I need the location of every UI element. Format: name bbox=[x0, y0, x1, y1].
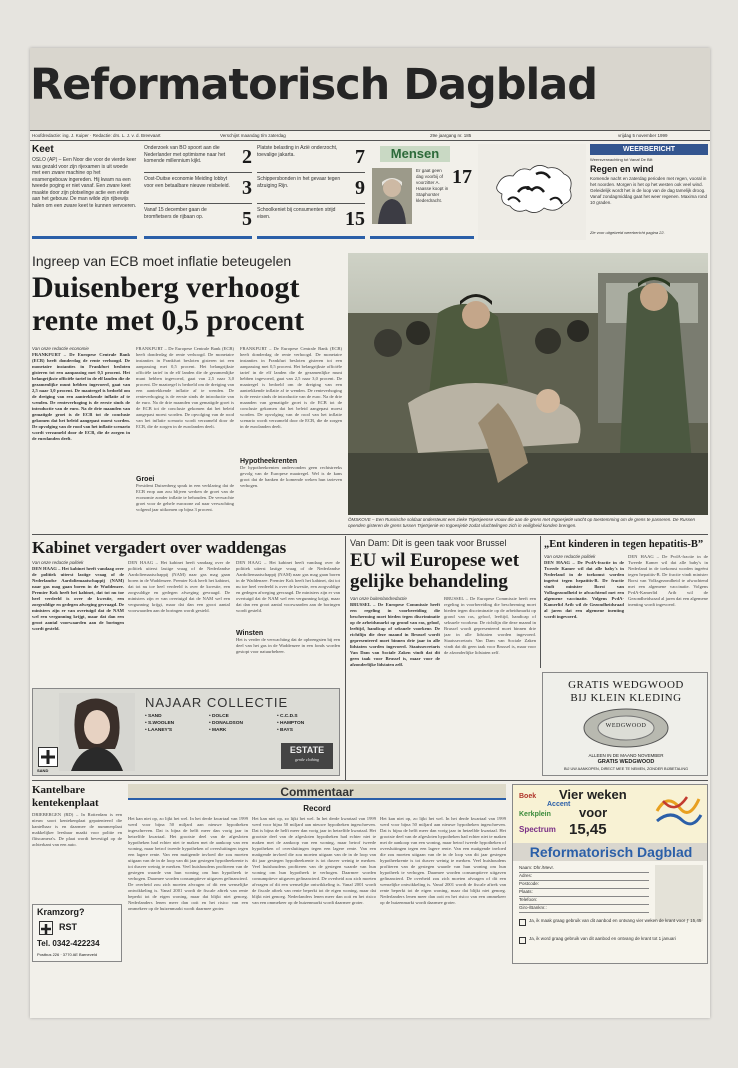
commentaar-label: Commentaar bbox=[280, 785, 354, 799]
wedgwood-line1: GRATIS WEDGWOOD bbox=[568, 679, 684, 691]
person-portrait-icon bbox=[372, 168, 412, 224]
colorful-swirl-icon bbox=[653, 791, 703, 831]
ad-brand-item: • DOLCE bbox=[209, 714, 229, 719]
form-field[interactable]: Giro-/Banknr.: bbox=[519, 905, 649, 913]
subscription-form bbox=[519, 865, 649, 913]
divider bbox=[144, 172, 252, 173]
lead-intro: FRANKFURT – De Europese Centrale Bank (ECB) heeft donderdag de rente verhoogd. De monetaire instanties in Frankfurt besloten gisteren tot een aanpassing met 0,5 procent. Het belangrijkste officiële tarief in de elf landen die de gezamenlijke munt hebben ingevoerd, gaat van 2,5 naar 3,0 procent. De maatregel is bedoeld om de dreiging van een aantrekkende inflatie af te wenden. De renteverhoging is de eerste sinds de introductie van de euro. Na de drie maanden van gematigde groei is de ECB tot de conclusie gekomen dat het beleid aangepast moest worden. De opvolging van de rood van het inflatie scenario wordt verzameld door de ECB, die de zorgen in de eurolanden deelt. bbox=[32, 352, 130, 441]
weather-foot: Zie voor uitgebreid weerbericht pagina 22. bbox=[590, 230, 665, 235]
slogan-word: Vier weken bbox=[559, 787, 627, 802]
confetti-graphic bbox=[653, 791, 703, 831]
divider bbox=[32, 534, 708, 535]
ad-brand-item: • HAMPTON bbox=[277, 721, 305, 726]
hepatitis-headline[interactable]: „Ent kinderen in tegen hepatitis-B” bbox=[544, 539, 704, 550]
kabinet-headline[interactable]: Kabinet vergadert over waddengas bbox=[32, 538, 287, 557]
eu-intro: BRUSSEL – De Europese Commissie heeft een regeling in voorbereiding die bescherming moet bieden tegen discriminatie op de arbeidsmarkt op grond van ras, geloof, leeftijd, handicap of seksuele voorkeur. De richtlijn die deze maand in Brussel wordt gepresenteerd moet binnen drie jaar in alle lidstaten worden ingevoerd. Staatssecretaris Van Dam van Sociale Zaken vindt dat dit geen taak voor Brussel is, maar voor de afzonderlijke lidstaten zelf. bbox=[350, 602, 440, 667]
ad-brand-item: • LAANEY'S bbox=[145, 728, 173, 733]
hepatitis-column-1 bbox=[544, 554, 624, 664]
estate-label: ESTATE bbox=[289, 745, 325, 755]
slogan-word: Boek bbox=[519, 793, 537, 800]
lead-column-3 bbox=[240, 346, 342, 532]
estate-logo bbox=[281, 743, 333, 769]
lead-subhead-groei: Groei bbox=[136, 476, 155, 483]
slogan-word: Spectrum bbox=[519, 825, 556, 834]
kramzorg-phone: Tel. 0342-422234 bbox=[37, 939, 100, 948]
teaser-keet-head: Keet bbox=[32, 144, 54, 155]
kramzorg-ad[interactable] bbox=[32, 904, 122, 962]
divider bbox=[257, 203, 365, 204]
newspaper-title: Reformatorisch Dagblad bbox=[30, 60, 598, 110]
teaser-column-2-rule bbox=[257, 236, 365, 239]
teaser-mensen[interactable] bbox=[370, 144, 474, 234]
column-divider bbox=[540, 536, 541, 668]
najaar-collectie-ad[interactable] bbox=[32, 688, 340, 776]
kabinet-body-cont: DEN HAAG – Het kabinet heeft vandaag over de politiek uiterst lastige vraag of de Nederlandse Aardoliemaatschappij (NAM) naar gas mag gaan boren in de Waddenzee. Premier Kok heeft het kabinet, dat tot nu toe heel verdeeld is over de kwestie, een zorgvuldige en gedegen afweging gevraagd. De ministers zijn er van overtuigd dat de NAM wel een vergunning krijgt, maar dat dan een groot aantal voorwaarden aan de boringen wordt gesteld. bbox=[236, 560, 340, 613]
photo-caption: ÖMSKOVE – Een Russische soldaat ondersteunt een zieke Tsjetsjeense vrouw die aan de grens met Ingoesjetië wacht op toestemming om de grens te passeren. De Russen openden gisteren de grens tussen Tsjetsjenië en Ingoesjetië zodat vluchtelingen zich in veiligheid konden brengen. bbox=[348, 517, 696, 528]
ad-brand-item: • SAND bbox=[145, 714, 162, 719]
teaser-page-number: 15 bbox=[345, 208, 365, 230]
lead-body-groei: President Duisenberg sprak in een verklaring dat de ECB erop aan zou blijven werken de groei van de economie zonder inflatie te behouden. De verwachte groei voor de gehele eurozone zal naar verwachting volgend jaar uitkomen op bijna 3 procent. bbox=[136, 483, 234, 512]
model-portrait-icon bbox=[59, 693, 135, 771]
mensen-page-number: 17 bbox=[452, 166, 472, 188]
kabinet-column-1 bbox=[32, 560, 124, 684]
newspaper-page bbox=[30, 48, 710, 1018]
wedgwood-foot2: GRATIS WEDGWOOD bbox=[597, 759, 655, 765]
eu-byline: Van onze buitenlandredactie bbox=[350, 596, 407, 601]
commentaar-column-1: Het kan niet op, zo lijkt het wel. In het derde kwartaal van 1999 werd voor bijna 50 miljard aan nieuwe hypotheken ingeschreven. Dat is bijna de helft meer dan vorig jaar in hetzelfde kwartaal. Het grootste deel van de afgesloten hypotheken had echter niet te maken met de aankoop van een woning, maar betrof tweede hypotheken of oversluitingen tegen een lagere rente. Van een matigende invloed die zou moeten uitgaan van de in de loop van dit jaar gestegen hypotheekrente is tot dusver weinig te merken. Veel huishoudens profiteren van de gestegen waarde van hun woning om hun hypotheek te verhogen. Daarmee worden consumptieve uitgaven gefinancierd. De overheid zou zich moeten afvragen of dit een wenselijke ontwikkeling is. Vanaf 2001 wordt de fiscale aftrek van rente beperkt tot de eigen woning, maar dat blijkt niet genoeg. Nederlanders lenen meer dan ooit en het risico van een ommekeer op de huizenmarkt wordt daarmee groter. bbox=[128, 816, 248, 911]
masthead-appearance: Verschijnt maandag t/m zaterdag bbox=[220, 133, 286, 138]
kantelbare-headline[interactable]: Kantelbare kentekenplaat bbox=[32, 784, 99, 809]
ad-sidebar-text bbox=[655, 865, 703, 921]
kabinet-body-2: Het is verder de verwachting dat de opbrengsten bij een deel van het gas in de Waddenzee in een fonds worden gestopt voor natuurbeheer. bbox=[236, 637, 340, 654]
teaser-item[interactable] bbox=[144, 144, 252, 172]
teaser-item-text: Schippersbonden in het gevaar tegen afzuiging Rijn. bbox=[257, 176, 341, 189]
kramzorg-brand: RST bbox=[59, 922, 77, 932]
ad-brand-item: • BAYS bbox=[277, 728, 293, 733]
subscription-ad[interactable] bbox=[512, 784, 708, 964]
kabinet-column-3 bbox=[236, 560, 340, 684]
lead-kicker: Ingreep van ECB moet inflatie beteugelen bbox=[32, 253, 292, 269]
weather-map bbox=[478, 144, 586, 240]
mensen-label: Mensen bbox=[380, 146, 450, 162]
checkbox[interactable] bbox=[519, 919, 526, 926]
kabinet-body: DEN HAAG – Het kabinet heeft vandaag over de politiek uiterst lastige vraag of de Nederlandse Aardoliemaatschappij (NAM) naar gas mag gaan boren in de Waddenzee. Premier Kok heeft het kabinet, dat tot nu toe heel verdeeld is over de kwestie, een zorgvuldige en gedegen afweging gevraagd. De ministers zijn er van overtuigd dat de NAM wel een vergunning krijgt, maar dat dan een groot aantal voorwaarden aan de boringen wordt gesteld. bbox=[128, 560, 230, 613]
ad-brand-item: • S.WOOLEN bbox=[145, 721, 175, 726]
kramzorg-name: Kramzorg? bbox=[37, 907, 85, 917]
masthead-editors: Hoofdredactie: ing. J. Kuiper · Redactie: drs. L. J. v. d. Breevaart bbox=[32, 133, 161, 138]
teaser-page-number: 7 bbox=[355, 146, 365, 168]
weather-sub: Weersverwachting tot Vanaf De Bilt bbox=[590, 157, 653, 162]
wedgwood-foot1: ALLEEN IN DE MAAND NOVEMBER bbox=[588, 753, 664, 758]
column-divider bbox=[345, 536, 346, 780]
lead-body-hypo: De hypotheekrenten ondervonden geen rechtstreeks gevolg van de Europese maatregel. Wel is de kans groot dat de banken de komende weken hun tarieven verhogen. bbox=[240, 465, 342, 488]
teaser-keet-rule bbox=[32, 236, 137, 239]
eu-column-2 bbox=[444, 596, 536, 778]
hepatitis-intro: DEN HAAG – De PvdA-fractie in de Tweede Kamer wil dat alle baby's in Nederland in de toekomst worden ingeënt tegen hepatitis-B. De fractie vindt minister Borst van Volksgezondheid te afwachtend met een algemene vaccinatie. Volgens PvdA-Kamerlid Arib wil de Gezondheidsraad al jaren dat een algemene inenting wordt ingevoerd. bbox=[544, 560, 624, 619]
commentaar-column-3: Het kan niet op, zo lijkt het wel. In het derde kwartaal van 1999 werd voor bijna 50 miljard aan nieuwe hypotheken ingeschreven. Dat is bijna de helft meer dan vorig jaar in hetzelfde kwartaal. Het grootste deel van de afgesloten hypotheken had echter niet te maken met de aankoop van een woning, maar betrof tweede hypotheken of oversluitingen tegen een lagere rente. Van een matigende invloed die zou moeten uitgaan van de in de loop van dit jaar gestegen hypotheekrente is tot dusver weinig te merken. Veel huishoudens profiteren van de gestegen waarde van hun woning om hun hypotheek te verhogen. Daarmee worden consumptieve uitgaven gefinancierd. De overheid zou zich moeten afvragen of dit een wenselijke ontwikkeling is. Vanaf 2001 wordt de fiscale aftrek van rente beperkt tot de eigen woning, maar dat blijkt niet genoeg. Nederlanders lenen meer dan ooit en het risico van een ommekeer op de huizenmarkt wordt daarmee groter. bbox=[380, 816, 506, 905]
teaser-item-text: Onderzoek van BO spoort aan die Nederlander met optimisme naar het komende millennium kijkt. bbox=[144, 145, 226, 164]
sand-logo-icon bbox=[38, 747, 58, 767]
lead-headline[interactable] bbox=[32, 271, 346, 337]
teaser-keet-text: OSLO (AP) – Een Noor die voor de vierde keer was gezakt voor zijn rijexamen is uit woede met een zware machine op het examengebouw ingereden. Hij kwam na een tweede poging er niet vanaf. Een zware keet maakte door zijn plotselinge actie een einde aan het gebouw. De man wilde zijn rijbewijs halen om een zware keet te kunnen vervoeren. bbox=[32, 157, 137, 209]
wedgwood-logo: WEDGWOOD bbox=[605, 723, 647, 729]
eu-headline-line: EU wil Europese wet bbox=[350, 550, 520, 571]
teaser-item[interactable] bbox=[257, 175, 365, 203]
teaser-item[interactable] bbox=[144, 206, 252, 234]
teaser-item[interactable] bbox=[144, 175, 252, 203]
lead-headline-line: rente met 0,5 procent bbox=[32, 304, 305, 337]
teaser-page-number: 2 bbox=[242, 146, 252, 168]
ad-model-photo bbox=[59, 693, 135, 771]
lead-subhead-hypo: Hypotheekrenten bbox=[240, 458, 298, 465]
teaser-item[interactable] bbox=[257, 144, 365, 172]
teaser-item-text: Oost-Duitse economie Meiding lobbyt voor een betaalbare nieuwe reisbeleid. bbox=[144, 176, 230, 189]
masthead-info-line bbox=[30, 130, 710, 141]
divider bbox=[257, 172, 365, 173]
ad-brand-list-2 bbox=[209, 713, 269, 734]
lead-headline-line: Duisenberg verhoogt bbox=[32, 271, 300, 304]
lead-column-1 bbox=[32, 346, 130, 532]
kabinet-byline: Van onze redactie politiek bbox=[32, 560, 84, 565]
eu-headline[interactable] bbox=[350, 550, 540, 592]
form-field[interactable]: Adres: bbox=[519, 873, 649, 881]
lead-body: FRANKFURT – De Europese Centrale Bank (ECB) heeft donderdag de rente verhoogd. De monetaire instanties in Frankfurt besloten gisteren tot een aanpassing met 0,5 procent. Het belangrijkste officiële tarief in de elf landen die de gezamenlijke munt hebben ingevoerd, gaat van 2,5 naar 3,0 procent. De maatregel is bedoeld om de dreiging van een aantrekkende inflatie af te wenden. De renteverhoging is de eerste sinds de introductie van de euro. Na de drie maanden van gematigde groei is de ECB tot de conclusie gekomen dat het beleid aangepast moest worden. De opvolging van de rood van het inflatie scenario wordt verzameld door de ECB, die de zorgen in de eurolanden deelt. bbox=[136, 346, 234, 429]
kantelbare-body: DRIEBERGEN (RD) – In Rotterdam is een nieuw soort kentekenplaat gepatenteerd die kantelbaar is en daarmee de nummerplaat makkelijker leesbaar maakt voor politie en flitscamera's. De plaat wordt bevestigd op de achterkant van een auto. bbox=[32, 812, 122, 847]
estate-sub: gentle clothing bbox=[295, 757, 319, 762]
eu-column-1 bbox=[350, 596, 440, 778]
ad-brand-list-3 bbox=[277, 713, 337, 734]
teaser-column-2 bbox=[257, 144, 365, 234]
cross-logo-icon bbox=[39, 921, 53, 935]
teaser-keet[interactable] bbox=[32, 144, 137, 234]
masthead-volume: 29e jaargang nr. 185 bbox=[430, 133, 472, 138]
mensen-text: Er gaat geen dag voorbij of voorzitter A. Haasse koopt in Staphorster klederdracht. bbox=[416, 168, 449, 203]
ad-headline: NAJAAR COLLECTIE bbox=[145, 695, 289, 710]
teaser-item[interactable] bbox=[257, 206, 365, 234]
teaser-item-text: Vanaf 15 december gaan de bromfietsers de rijbaan op. bbox=[144, 207, 207, 220]
teaser-page-number: 3 bbox=[242, 177, 252, 199]
ad-brand-list-1 bbox=[145, 713, 205, 734]
hepatitis-body: DEN HAAG – De PvdA-fractie in de Tweede Kamer wil dat alle baby's in Nederland in de toekomst worden ingeënt tegen hepatitis-B. De fractie vindt minister Borst van Volksgezondheid te afwachtend met een algemene vaccinatie. Volgens PvdA-Kamerlid Arib wil de Gezondheidsraad al jaren dat een algemene inenting wordt ingevoerd. bbox=[628, 554, 708, 607]
wedgwood-line2: BIJ KLEIN KLEDING bbox=[570, 692, 682, 704]
kabinet-intro: DEN HAAG – Het kabinet heeft vandaag over de politiek uiterst lastige vraag of de Nederlandse Aardoliemaatschappij (NAM) naar gas mag gaan boren in de Waddenzee. Premier Kok heeft het kabinet, dat tot nu toe heel verdeeld is over de kwestie, een zorgvuldige en gedegen afweging gevraagd. De ministers zijn er van overtuigd dat de NAM wel een vergunning krijgt, maar dat dan een groot aantal voorwaarden aan de boringen wordt gesteld. bbox=[32, 566, 124, 631]
lead-body-cont: FRANKFURT – De Europese Centrale Bank (ECB) heeft donderdag de rente verhoogd. De monetaire instanties in Frankfurt besloten gisteren tot een aanpassing met 0,5 procent. Het belangrijkste officiële tarief in de elf landen die de gezamenlijke munt hebben ingevoerd, gaat van 2,5 naar 3,0 procent. De maatregel is bedoeld om de dreiging van een aantrekkende inflatie af te wenden. De renteverhoging is de eerste sinds de introductie van de euro. Na de drie maanden van gematigde groei is de ECB tot de conclusie gekomen dat het beleid aangepast moest worden. De opvolging van de rood van het inflatie scenario wordt verzameld door de ECB, die de zorgen in de eurolanden deelt. bbox=[240, 346, 342, 429]
ad-title: Reformatorisch Dagblad bbox=[529, 844, 693, 860]
wedgwood-foot3: BIJ UW AANKOPEN, DIRECT MEE TE NEMEN, ZONDER BIJBETALING bbox=[563, 767, 689, 771]
form-field[interactable]: Naam: Dhr./Mevr. bbox=[519, 865, 649, 873]
commentaar-banner bbox=[128, 784, 506, 800]
divider bbox=[144, 203, 252, 204]
teaser-item-text: Schoolkeniet bij consumenten strijd eisen. bbox=[257, 207, 336, 220]
option-label: Ja, ik word graag gebruik van dit aanbod en ontvang de krant tot 1 januari bbox=[529, 936, 676, 941]
weather-bar: WEERBERICHT bbox=[590, 144, 708, 155]
lead-column-2 bbox=[136, 346, 234, 532]
main-photo[interactable] bbox=[348, 253, 708, 515]
teaser-column-1 bbox=[144, 144, 252, 234]
teaser-page-number: 5 bbox=[242, 208, 252, 230]
wedgwood-ad[interactable] bbox=[542, 672, 708, 776]
weather-text: Komende nacht en zaterdag perioden met regen, vooral in het noorden. Morgen is het op het westen ook veel wind. Geleidelijk wordt het in de loop van de dag tamelijk droog. Vanaf zondagmiddag gaat het weer regenen. Maxima rond 10 graden. bbox=[590, 176, 707, 205]
teaser-item-text: Platste belasting in Azië onderzocht, toevalige jakarta. bbox=[257, 145, 338, 158]
mensen-photo bbox=[372, 168, 412, 224]
kabinet-column-2 bbox=[128, 560, 230, 684]
commentaar-title[interactable]: Record bbox=[303, 804, 331, 813]
weather-head: Regen en wind bbox=[590, 164, 654, 174]
slogan-word: voor bbox=[579, 805, 608, 820]
lead-byline: Van onze redactie economie bbox=[32, 346, 89, 351]
kabinet-subhead: Winsten bbox=[236, 630, 264, 637]
price: 15,45 bbox=[569, 821, 607, 838]
divider bbox=[32, 780, 708, 781]
ad-brand-item: • C.C.D.S bbox=[277, 714, 298, 719]
chechnya-photo-image bbox=[348, 253, 708, 515]
eu-kicker: Van Dam: Dit is geen taak voor Brussel bbox=[350, 538, 507, 548]
form-field[interactable]: Postcode: bbox=[519, 881, 649, 889]
slogan-word: Kerkplein bbox=[519, 811, 551, 818]
slogan-word: Accent bbox=[547, 801, 571, 808]
ad-title-bar bbox=[513, 843, 708, 861]
form-field[interactable]: Plaats: bbox=[519, 889, 649, 897]
teaser-column-1-rule bbox=[144, 236, 252, 239]
commentaar-column-2: Het kan niet op, zo lijkt het wel. In het derde kwartaal van 1999 werd voor bijna 50 miljard aan nieuwe hypotheken ingeschreven. Dat is bijna de helft meer dan vorig jaar in hetzelfde kwartaal. Het grootste deel van de afgesloten hypotheken had echter niet te maken met de aankoop van een woning, maar betrof tweede hypotheken of oversluitingen tegen een lagere rente. Van een matigende invloed die zou moeten uitgaan van de in de loop van dit jaar gestegen hypotheekrente is tot dusver weinig te merken. Veel huishoudens profiteren van de gestegen waarde van hun woning om hun hypotheek te verhogen. Daarmee worden consumptieve uitgaven gefinancierd. De overheid zou zich moeten afvragen of dit een wenselijke ontwikkeling is. Vanaf 2001 wordt de fiscale aftrek van rente beperkt tot de eigen woning, maar dat blijkt niet genoeg. Nederlanders lenen meer dan ooit en het risico van een ommekeer op de huizenmarkt wordt daarmee groter. bbox=[252, 816, 376, 905]
form-field[interactable]: Telefoon: bbox=[519, 897, 649, 905]
europe-map-icon bbox=[478, 144, 586, 240]
option-label: Ja, ik maak graag gebruik van dit aanbod en ontvang vier weken de krant voor ƒ 15,45 bbox=[529, 918, 702, 923]
kramzorg-address: Postbus 226 · 3770 AE Barneveld bbox=[37, 952, 98, 957]
eu-headline-line: gelijke behandeling bbox=[350, 571, 508, 592]
masthead-date: vrijdag 5 november 1999 bbox=[618, 133, 668, 138]
hepatitis-byline: Van onze redactie politiek bbox=[544, 554, 596, 559]
ad-brand-item: • MARK bbox=[209, 728, 227, 733]
checkbox[interactable] bbox=[519, 937, 526, 944]
hepatitis-column-2 bbox=[628, 554, 708, 664]
ad-brand: SAND bbox=[37, 768, 49, 773]
wedgwood-plate-photo bbox=[579, 707, 673, 749]
ad-brand-item: • DONALDSON bbox=[209, 721, 243, 726]
teaser-mensen-rule bbox=[370, 236, 474, 239]
teaser-page-number: 9 bbox=[355, 177, 365, 199]
weather-box[interactable] bbox=[590, 144, 708, 238]
eu-body: BRUSSEL – De Europese Commissie heeft een regeling in voorbereiding die bescherming moet bieden tegen discriminatie op de arbeidsmarkt op grond van ras, geloof, leeftijd, handicap of seksuele voorkeur. De richtlijn die deze maand in Brussel wordt gepresenteerd moet binnen drie jaar in alle lidstaten worden ingevoerd. Staatssecretaris Van Dam van Sociale Zaken vindt dat dit geen taak voor Brussel is, maar voor de afzonderlijke lidstaten zelf. bbox=[444, 596, 536, 655]
